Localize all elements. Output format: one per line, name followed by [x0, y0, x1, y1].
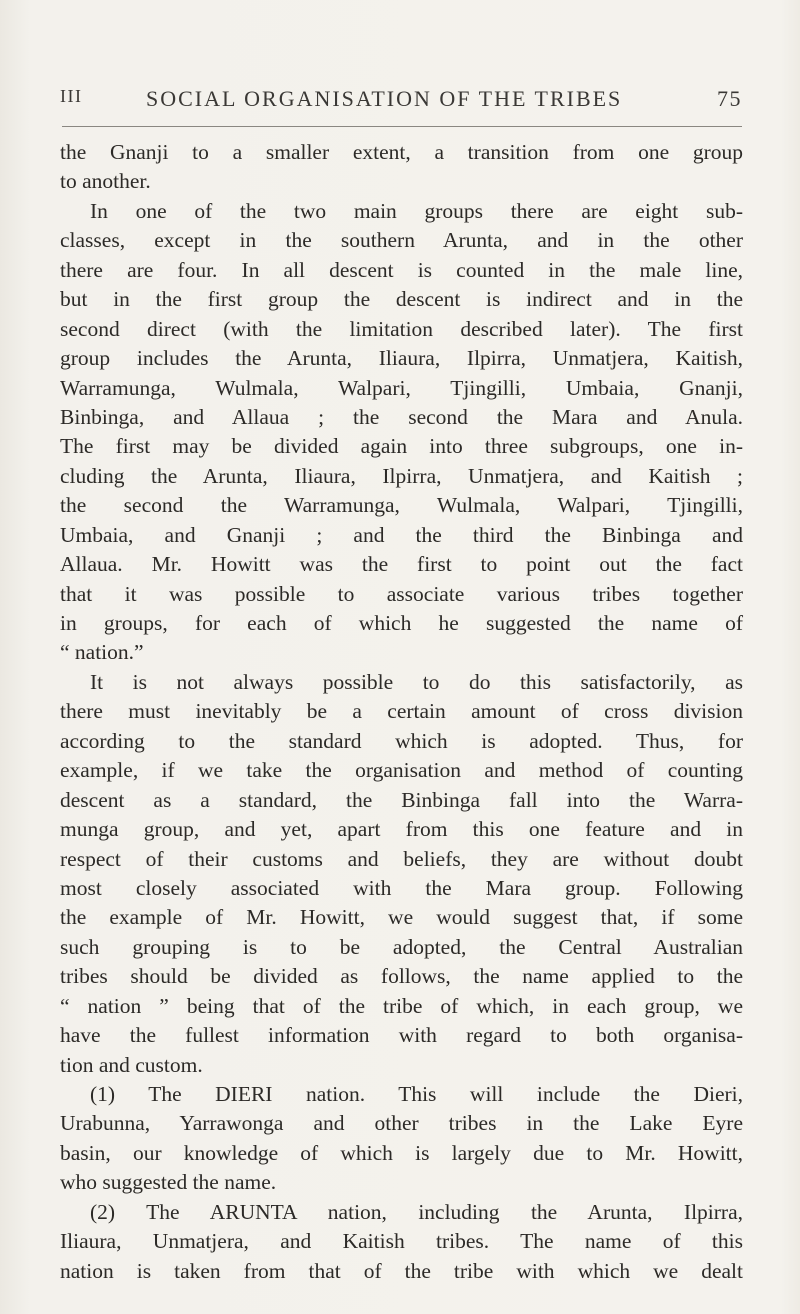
- body-text: [60, 138, 743, 1286]
- text-line: group includes the Arunta, Iliaura, Ilpirra, Unmatjera, Kaitish,: [60, 346, 743, 371]
- text-line: Iliaura, Unmatjera, and Kaitish tribes. The name of this: [60, 1229, 743, 1254]
- text-line: munga group, and yet, apart from this one feature and in: [60, 817, 743, 842]
- text-line: It is not always possible to do this satisfactorily, as: [90, 669, 743, 694]
- text-line: who suggested the name.: [60, 1170, 277, 1195]
- page-number: 75: [717, 86, 742, 111]
- text-line: the example of Mr. Howitt, we would suggest that, if some: [60, 905, 743, 930]
- text-line: classes, except in the southern Arunta, and in the other: [60, 228, 743, 253]
- text-line: tion and custom.: [60, 1052, 203, 1077]
- text-line: “ nation ” being that of the tribe of which, in each group, we: [60, 993, 743, 1018]
- running-head: [60, 86, 742, 116]
- text-line: in groups, for each of which he suggested the name of: [60, 611, 743, 635]
- text-line: to another.: [60, 169, 151, 194]
- text-line: nation is taken from that of the tribe with which we dealt: [60, 1258, 743, 1283]
- text-line: but in the first group the descent is indirect and in the: [60, 287, 743, 312]
- header-rule: [62, 126, 742, 127]
- text-line: basin, our knowledge of which is largely due to Mr. Howitt,: [60, 1140, 743, 1165]
- text-line: the Gnanji to a smaller extent, a transition from one group: [60, 140, 743, 164]
- text-line: according to the standard which is adopted. Thus, for: [60, 728, 743, 753]
- text-line: respect of their customs and beliefs, they are without doubt: [60, 846, 743, 871]
- text-line: that it was possible to associate various tribes together: [60, 581, 743, 606]
- text-line: Binbinga, and Allaua ; the second the Mara and Anula.: [60, 404, 743, 429]
- text-line: have the fullest information with regard to both organisa-: [60, 1023, 743, 1048]
- text-line: Urabunna, Yarrawonga and other tribes in the Lake Eyre: [60, 1111, 743, 1136]
- text-line: the second the Warramunga, Wulmala, Walpari, Tjingilli,: [60, 493, 743, 518]
- text-line: The first may be divided again into three subgroups, one in-: [60, 434, 743, 459]
- text-line: descent as a standard, the Binbinga fall into the Warra-: [60, 787, 743, 812]
- chapter-numeral: III: [60, 86, 83, 106]
- text-line: such grouping is to be adopted, the Central Australian: [60, 934, 743, 959]
- text-line: second direct (with the limitation described later). The first: [60, 316, 743, 341]
- text-line: there are four. In all descent is counted in the male line,: [60, 257, 743, 282]
- text-line: In one of the two main groups there are eight sub-: [90, 198, 743, 223]
- text-line: (1) The DIERI nation. This will include the Dieri,: [90, 1082, 743, 1106]
- text-line: cluding the Arunta, Iliaura, Ilpirra, Unmatjera, and Kaitish ;: [60, 463, 743, 488]
- text-line: “ nation.”: [60, 640, 144, 665]
- text-line: tribes should be divided as follows, the name applied to the: [60, 964, 743, 989]
- text-line: (2) The ARUNTA nation, including the Arunta, Ilpirra,: [90, 1199, 743, 1224]
- text-line: example, if we take the organisation and method of counting: [60, 758, 743, 783]
- running-title: SOCIAL ORGANISATION OF THE TRIBES: [146, 86, 623, 111]
- text-line: there must inevitably be a certain amount of cross division: [60, 699, 743, 724]
- text-line: Warramunga, Wulmala, Walpari, Tjingilli, Umbaia, Gnanji,: [60, 375, 743, 400]
- text-line: Allaua. Mr. Howitt was the first to point out the fact: [60, 552, 743, 577]
- text-line: Umbaia, and Gnanji ; and the third the Binbinga and: [60, 522, 743, 547]
- text-line: most closely associated with the Mara group. Following: [60, 875, 743, 900]
